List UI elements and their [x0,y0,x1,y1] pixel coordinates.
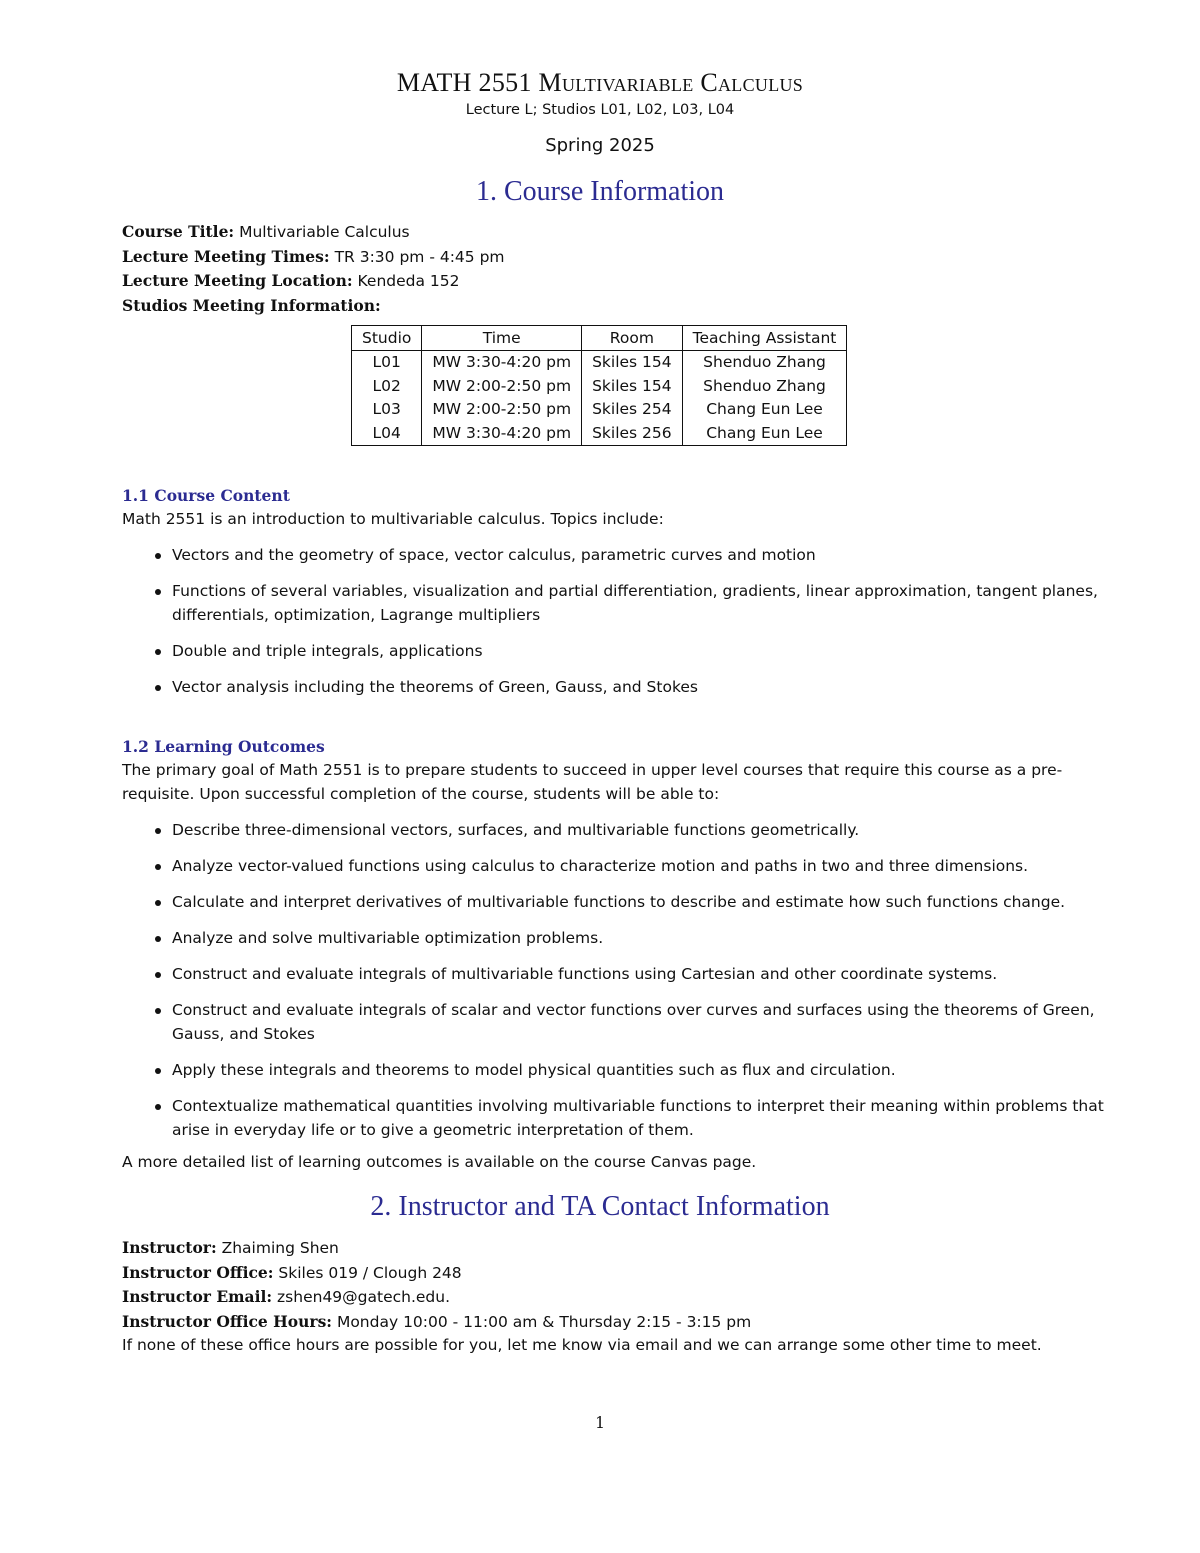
table-cell: L02 [352,374,422,398]
field-value: Multivariable Calculus [239,223,410,241]
table-cell: Shenduo Zhang [682,350,847,374]
table-row [352,398,847,422]
table-cell: L03 [352,398,422,422]
field-label: Instructor Office Hours: [122,1311,333,1331]
list-item: Construct and evaluate integrals of multivariable functions using Cartesian and other coordinate systems. [122,962,1132,986]
field-value: TR 3:30 pm - 4:45 pm [334,247,505,266]
instructor-row [122,1236,1132,1261]
learning-outcomes-closing: A more detailed list of learning outcomes is available on the course Canvas page. [122,1153,757,1171]
table-cell: L01 [352,350,422,374]
course-title-row [122,220,1132,245]
list-item: Apply these integrals and theorems to model physical quantities such as flux and circulation. [122,1058,1132,1082]
section-heading-instructor-contact: 2. Instructor and TA Contact Information [370,1191,830,1222]
list-item: Analyze vector-valued functions using calculus to characterize motion and paths in two and three dimensions. [122,854,1132,878]
learning-outcomes-intro: The primary goal of Math 2551 is to prepare students to succeed in upper level courses that require this course as a pre-requisite. Upon successful completion of the course, students will be able to: [122,761,1063,803]
office-hours-note: If none of these office hours are possible for you, let me know via email and we can arrange some other time to meet. [122,1336,1042,1354]
field-label: Lecture Meeting Times: [122,246,330,266]
list-item: Contextualize mathematical quantities involving multivariable functions to interpret their meaning within problems that arise in everyday life or to give a geometric interpretation of them. [122,1094,1132,1142]
field-value: Monday 10:00 - 11:00 am & Thursday 2:15 - 3:15 pm [336,1312,752,1331]
page-number: 1 [595,1414,605,1432]
learning-outcomes-list [122,818,1132,1142]
studios-table [351,325,847,446]
list-item: Construct and evaluate integrals of scalar and vector functions over curves and surfaces using the theorems of Green, Gauss, and Stokes [122,998,1132,1046]
table-cell: Chang Eun Lee [682,398,847,422]
field-label: Instructor: [122,1238,217,1257]
column-header: Room [582,326,683,351]
table-cell: Shenduo Zhang [682,374,847,398]
course-title [0,66,1200,100]
field-label: Course Title: [122,222,235,241]
subsection-heading-learning-outcomes: 1.2 Learning Outcomes [122,737,325,756]
subsection-heading-course-content: 1.1 Course Content [122,486,290,505]
table-cell: Chang Eun Lee [682,421,847,445]
list-item: Vectors and the geometry of space, vector calculus, parametric curves and motion [122,543,1132,567]
table-cell: Skiles 154 [582,374,683,398]
course-topics-list [122,543,1132,699]
course-code: MATH 2551 [396,68,539,97]
column-header: Time [422,326,582,351]
section-heading-course-information: 1. Course Information [475,176,725,207]
table-cell: MW 2:00-2:50 pm [422,398,582,422]
office-hours-row [122,1310,1132,1335]
course-info-block [122,220,1132,318]
course-term: Spring 2025 [545,135,655,156]
table-row [352,421,847,445]
instructor-email-link[interactable]: zshen49@gatech.edu. [277,1288,451,1306]
field-label: Studios Meeting Information: [122,295,381,315]
table-cell: MW 3:30-4:20 pm [422,421,582,445]
lecture-times-row [122,245,1132,270]
field-label: Instructor Email: [122,1287,273,1306]
table-cell: Skiles 254 [582,398,683,422]
column-header: Teaching Assistant [682,326,847,351]
list-item: Functions of several variables, visualization and partial differentiation, gradients, linear approximation, tangent planes, differentials, optimization, Lagrange multipliers [122,579,1132,627]
field-value: Zhaiming Shen [221,1239,339,1257]
course-content-section [122,485,1132,699]
studios-info-row [122,294,1132,319]
course-name: Multivariable Calculus [538,68,804,97]
table-row [352,350,847,374]
field-value: Kendeda 152 [357,272,460,290]
course-content-intro: Math 2551 is an introduction to multivariable calculus. Topics include: [122,510,664,528]
field-label: Instructor Office: [122,1262,274,1282]
list-item: Double and triple integrals, applications [122,639,1132,663]
lecture-location-row [122,269,1132,294]
instructor-info-block [122,1236,1132,1358]
table-row [352,374,847,398]
column-header: Studio [352,326,422,351]
instructor-email-row [122,1285,1132,1310]
table-header-row [352,326,847,351]
table-cell: MW 3:30-4:20 pm [422,350,582,374]
instructor-office-row [122,1261,1132,1286]
list-item: Describe three-dimensional vectors, surfaces, and multivariable functions geometrically. [122,818,1132,842]
table-cell: Skiles 154 [582,350,683,374]
learning-outcomes-section [122,736,1132,1174]
field-label: Lecture Meeting Location: [122,271,353,290]
table-cell: Skiles 256 [582,421,683,445]
course-sections: Lecture L; Studios L01, L02, L03, L04 [465,102,735,118]
title-block [0,66,1200,158]
list-item: Vector analysis including the theorems of Green, Gauss, and Stokes [122,675,1132,699]
field-value: Skiles 019 / Clough 248 [278,1263,462,1282]
table-cell: MW 2:00-2:50 pm [422,374,582,398]
list-item: Analyze and solve multivariable optimization problems. [122,926,1132,950]
list-item: Calculate and interpret derivatives of multivariable functions to describe and estimate how such functions change. [122,890,1132,914]
table-cell: L04 [352,421,422,445]
